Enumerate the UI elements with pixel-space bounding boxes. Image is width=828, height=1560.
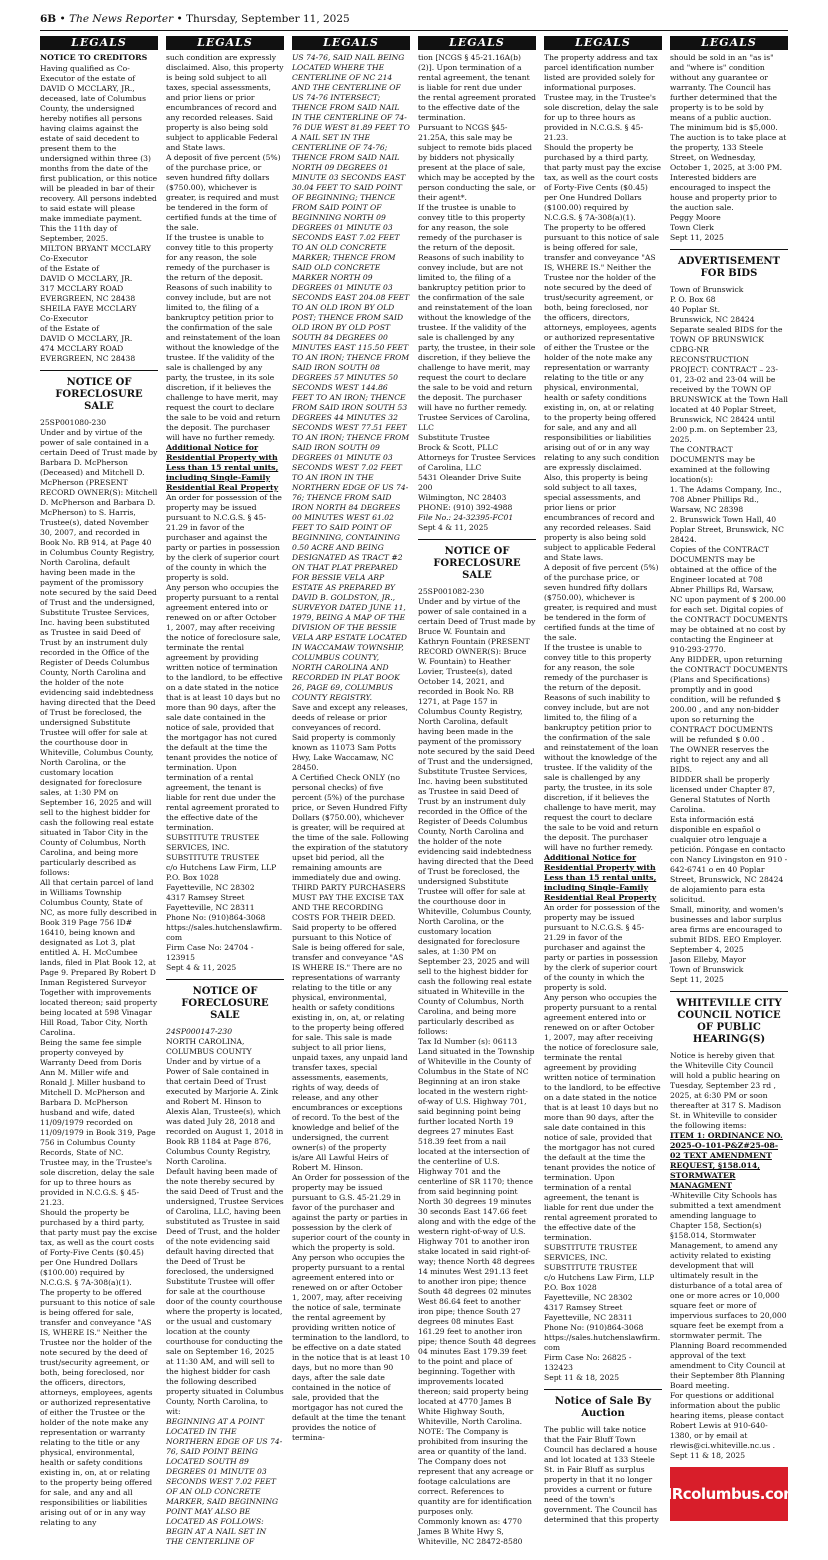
legals-banner: LEGALS [292,36,410,50]
foreclosure-notice-title: NOTICE OF FORECLOSURE SALE [166,979,284,1022]
file-number: File No.: 24-32395-FC01 [418,513,514,522]
nrcolumbus-ad-banner[interactable] [659,1467,799,1521]
legals-banner: LEGALS [418,36,536,50]
bids-notice-title: ADVERTISEMENT FOR BIDS [670,249,788,280]
issue-date: Thursday, September 11, 2025 [186,13,350,25]
foreclosure-notice-body: 25SP001082-230 Under and by virtue of the power of sale contained in a certain Deed of Trust made by Bruce W. Fountain and Kathryn Fountain (PRESENT RECORD OWNER(S): Bruce W. Fountain) to Heather Lovier, Trustee(s), dated October 14, 2021, and recorded in Book No. RB 1271, at Page 157 in Columbus County Registry, North Carolina, default having been made in the payment of the promissory note secured by the said Deed of Trust and the undersigned, Substitute Trustee Services, Inc. having been substituted as Trustee in said Deed of Trust by an instrument duly recorded in the Office of the Register of Deeds Columbus County, North Carolina and the holder of the note evidencing said indebtedness having directed that the Deed of Trust be foreclosed, the undersigned Substitute Trustee will offer for sale at the courthouse door in Whiteville, Columbus County, North Carolina, or the customary location designated for foreclosure sales, at 1:30 PM on September 23, 2025 and will sell to the highest bidder for cash the following real estate situated in Whiteville in the County of Columbus, North Carolina, and being more particularly described as follows: Tax Id Number (s): 06113 Land situated in the Township of Whiteville in the County of Columbus in the State of NC Beginning at an iron stake located in the western right-of-way of U.S. Highway 701, said beginning point being further located North 19 degrees 27 minutes East 518.39 feet from a nail located at the intersection of the centerline of U.S. Highway 701 and the centerline of SR 1170; thence from said beginning point North 30 degrees 19 minutes 30 seconds East 147.66 feet along and with the edge of the western right-of-way of U.S. Highway 701 to another iron stake located in said right-of-way; thence North 48 degrees 14 minutes West 291.13 feet to another iron pipe; thence South 48 degrees 02 minutes West 86.64 feet to another iron pipe; thence South 27 degrees 08 minutes East 161.29 feet to another iron pipe; thence South 48 degrees 04 minutes East 179.39 feet to the point and place of beginning. Together with improvements located thereon; said property being located at 4770 James B White Highway South, Whiteville, North Carolina. NOTE: The Company is prohibited from insuring the area or quantity of the land. The Company does not represent that any acreage or footage calculations are correct. References to quantity are for identification purposes only. Commonly known as: 4770 James B White Hwy S, Whiteville, NC 28472-8580 [418,587,536,1546]
legal-description: BEGINNING AT A POINT LOCATED IN THE NORTHERN EDGE OF US 74-76, SAID POINT BEING LOCATED SOUTH 89 DEGREES 01 MINUTE 03 SECONDS WEST 7.02 FEET OF AN OLD CONCRETE MARKER, SAID BEGINNING POINT MAY ALSO BE LOCATED AS FOLLOWS: BEGIN AT A NAIL SET IN THE CENTERLINE OF [166,1417,283,1546]
additional-notice-heading: Additional Notice for Residential Property with Less than 15 rental units, including Single-Family Residential Real Property [166,443,279,492]
foreclosure-notice-title: NOTICE OF FORECLOSURE SALE [40,370,158,413]
case-number: 24SP000147-230 [166,1027,233,1036]
legals-banner: LEGALS [670,36,788,50]
auction-notice-continued: should be sold in an "as is" and "where is" condition without any guarantee or warranty. The Council has further determined that the property is to be sold by means of a public auction. The minimum bid is $5,000. The auction is to take place at the property, 133 Steele Street, on Wednesday, October 1, 2025, at 3:00 PM. Interested bidders are encouraged to inspect the house and property prior to the auction sale. Peggy Moore Town Clerk Sept 11, 2025 [670,53,787,242]
legals-banner: LEGALS [544,36,662,50]
publication-dates: Sept 4 & 11, 2025 [418,523,489,532]
foreclosure-notice-body: NORTH CAROLINA, COLUMBUS COUNTY Under and by virtue of a Power of Sale contained in that certain Deed of Trust executed by Marjorie A. Zink and Robert M. Hinson to Alexis Alan, Trustee(s), which was dated July 28, 2018 and recorded on August 1, 2018 in Book RB 1184 at Page 876, Columbus County Registry, North Carolina. Default having been made of the note thereby secured by the said Deed of Trust and the undersigned, Trustee Services of Carolina, LLC, having been substituted as Trustee in said Deed of Trust, and the holder of the note evidencing said default having directed that the Deed of Trust be foreclosed, the undersigned Substitute Trustee will offer for sale at the courthouse door of the county courthouse where the property is located, or the usual and customary location at the county courthouse for conducting the sale on September 16, 2025 at 11:30 AM, and will sell to the highest bidder for cash the following described property situated in Columbus County, North Carolina, to wit: [166,1037,284,1416]
public-hearing-item: ITEM 1: ORDINANCE NO. 2025-O-101-P&Z#25-08-02 TEXT AMENDMENT REQUEST, §158.014, STORMWATER MANAGMENT [670,1131,783,1190]
paper-name: The News Reporter [69,13,174,25]
additional-notice-heading: Additional Notice for Residential Property with Less than 15 rental units, including Single-Family Residential Real Property [544,853,657,902]
creditors-notice-title: NOTICE TO CREDITORS [40,53,148,62]
foreclosure-notice-title: NOTICE OF FORECLOSURE SALE [418,539,536,582]
auction-notice-body: The public will take notice that the Fair Bluff Town Council has declared a house and lot located at 133 Steele St. in Fair Bluff as surplus property in that it no longer provides a current or future need of the town's government. The Council has determined that this property [544,1425,659,1524]
legals-column-6 [659,36,799,1556]
legals-column-3 [292,36,410,1556]
legal-description: US 74-76, SAID NAIL BEING LOCATED WHERE THE CENTERLINE OF NC 214 AND THE CENTERLINE OF US 74-76 INTERSECT; THENCE FROM SAID NAIL IN THE CENTERLINE OF 74-76 DUE WEST 81.89 FEET TO A NAIL SET IN THE CENTERLINE OF 74-76; THENCE FROM SAID NAIL NORTH 09 DEGREES 01 MINUTE 03 SECONDS EAST 30.04 FEET TO SAID POINT OF BEGINNING; THENCE FROM SAID POINT OF BEGINNING NORTH 09 DEGREES 01 MINUTE 03 SECONDS EAST 7.02 FEET TO AN OLD CONCRETE MARKER; THENCE FROM SAID OLD CONCRETE MARKER NORTH 09 DEGREES 01 MINUTE 03 SECONDS EAST 204.08 FEET TO AN OLD IRON BY OLD POST; THENCE FROM SAID OLD IRON BY OLD POST SOUTH 84 DEGREES 00 MINUTES EAST 115.50 FEET TO AN IRON; THENCE FROM SAID IRON SOUTH 08 DEGREES 57 MINUTES 50 SECONDS WEST 144.86 FEET TO AN IRON; THENCE FROM SAID IRON SOUTH 53 DEGREES 44 MINUTES 32 SECONDS WEST 77.51 FEET TO AN IRON; THENCE FROM SAID IRON SOUTH 09 DEGREES 01 MINUTE 03 SECONDS WEST 7.02 FEET TO AN IRON IN THE NORTHERN EDGE OF US 74-76; THENCE FROM SAID IRON NORTH 84 DEGREES 00 MINUTES WEST 61.02 FEET TO SAID POINT OF BEGINNING, CONTAINING 0.50 ACRE AND BEING DESIGNATED AS TRACT #2 ON THAT PLAT PREPARED FOR BESSIE VELA ARP ESTATE AS PREPARED BY DAVID B. GOLDSTON, JR., SURVEYOR DATED JUNE 11, 1979, BEING A MAP OF THE DIVISION OF THE BESSIE VELA ARP ESTATE LOCATED IN WACCAMAW TOWNSHIP, COLUMBUS COUNTY, NORTH CAROLINA AND RECORDED IN PLAT BOOK 26, PAGE 69, COLUMBUS COUNTY REGISTRY. [292,53,410,702]
legals-column-2 [166,36,284,1556]
header-bullet: • [176,13,187,25]
legals-banner: LEGALS [40,36,158,50]
legals-banner: LEGALS [166,36,284,50]
notice-text: Save and except any releases, deeds of release or prior conveyances of record. Said property is commonly known as 11073 Sam Potts Hwy, Lake Waccamaw, NC 28450. A Certified Check ONLY (no personal checks) of five percent (5%) of the purchase price, or Seven Hundred Fifty Dollars ($750.00), whichever is greater, will be required at the time of the sale. Following the expiration of the statutory upset bid period, all the remaining amounts are immediately due and owing. THIRD PARTY PURCHASERS MUST PAY THE EXCISE TAX AND THE RECORDING COSTS FOR THEIR DEED. Said property to be offered pursuant to this Notice of Sale is being offered for sale, transfer and conveyance "AS IS WHERE IS." There are no representations of warranty relating to the title or any physical, environmental, health or safety conditions existing in, on, at, or relating to the property being offered for sale. This sale is made subject to all prior liens, unpaid taxes, any unpaid land transfer taxes, special assessments, easements, rights of way, deeds of release, and any other encumbrances or exceptions of record. To the best of the knowledge and belief of the undersigned, the current owner(s) of the property is/are All Lawful Heirs of Robert M. Hinson. An Order for possession of the property may be issued pursuant to G.S. 45-21.29 in favor of the purchaser and against the party or parties in possession by the clerk of superior court of the county in which the property is sold. Any person who occupies the property pursuant to a rental agreement entered into or renewed on or after October 1, 2007, may, after receiving the notice of sale, terminate the rental agreement by providing written notice of termination to the landlord, to be effective on a date stated in the notice that is at least 10 days, but no more than 90 days, after the sale date contained in the notice of sale, provided that the mortgagor has not cured the default at the time the tenant provides the notice of termina- [292,703,410,1442]
foreclosure-notice-body: 25SP001080-230 Under and by virtue of the power of sale contained in a certain Deed of Trust made by Barbara D. McPherson (Deceased) and Mitchell D. McPherson (PRESENT RECORD OWNER(S): Mitchell D. McPherson and Barbara D. McPherson) to S. Harris, Trustee(s), dated November 30, 2007, and recorded in Book No. RB 914, at Page 40 in Columbus County Registry, North Carolina, default having been made in the payment of the promissory note secured by the said Deed of Trust and the undersigned, Substitute Trustee Services, Inc. having been substituted as Trustee in said Deed of Trust by an instrument duly recorded in the Office of the Register of Deeds Columbus County, North Carolina and the holder of the note evidencing said indebtedness having directed that the Deed of Trust be foreclosed, the undersigned Substitute Trustee will offer for sale at the courthouse door in Whiteville, Columbus County, North Carolina, or the customary location designated for foreclosure sales, at 1:30 PM on September 16, 2025 and will sell to the highest bidder for cash the following real estate situated in Tabor City in the County of Columbus, North Carolina, and being more particularly described as follows: All that certain parcel of land in Williams Township Columbus County, State of NC, as more fully described in Book 319 Page 756 ID# 16410, being known and designated as Lot 3, plat entitled A. H. McCumbee lands, filed in Plat Book 12, at Page 9. Prepared By Robert D Inman Registered Surveyor Together with improvements located thereon; said property being located at 598 Vinagar Hill Road, Tabor City, North Carolina. Being the same fee simple property conveyed by Warranty Deed from Doris Ann M. Miller wife and Ronald J. Miller husband to Mitchell D. McPherson and Barbara D. McPherson husband and wife, dated 11/09/1979 recorded on 11/09/1979 in Book 319, Page 756 in Columbus County Records, State of NC. Trustee may, in the Trustee's sole discretion, delay the sale for up to three hours as provided in N.C.G.S. § 45-21.23. Should the property be purchased by a third party, that party must pay the excise tax, as well as the court costs of Forty-Five Cents ($0.45) per One Hundred Dollars ($100.00) required by N.C.G.S. § 7A-308(a)(1). The property to be offered pursuant to this notice of sale is being offered for sale, transfer and conveyance "AS IS, WHERE IS." Neither the Trustee nor the holder of the note secured by the deed of trust/security agreement, or both, being foreclosed, nor the officers, directors, attorneys, employees, agents or authorized representative of either the Trustee or the holder of the note make any representation or warranty relating to the title or any physical, environmental, health or safety conditions existing in, on, at or relating to the property being offered for sale, and any and all responsibilities or liabilities arising out of or in any way relating to any [40,418,158,1527]
bids-notice-body: Town of Brunswick P. O. Box 68 40 Poplar St. Brunswick, NC 28424 Separate sealed BIDS for the TOWN OF BRUNSWICK CDBG-NR RECONSTRUCTION PROJECT: CONTRACT – 23-01, 23-02 and 23-04 will be received by the TOWN OF BRUNSWICK at the Town Hall located at 40 Poplar Street, Brunswick, NC 28424 until 2:00 p.m. on September 23, 2025. The CONTRACT DOCUMENTS may be examined at the following location(s): 1. The Adams Company, Inc., 708 Abner Phillips Rd., Warsaw, NC 28398 2. Brunswick Town Hall, 40 Poplar Street, Brunswick, NC 28424. Copies of the CONTRACT DOCUMENTS may be obtained at the office of the Engineer located at 708 Abner Phillips Rd, Warsaw, NC upon payment of $ 200.00 for each set. Digital copies of the CONTRACT DOCUMENTS may be obtained at no cost by contacting the Engineer at 910-293-2770. Any BIDDER, upon returning the CONTRACT DOCUMENTS (Plans and Specifications) promptly and in good condition, will be refunded $ 200.00 , and any non-bidder upon so returning the CONTRACT DOCUMENTS will be refunded $ 0.00 . The OWNER reserves the right to reject any and all BIDS. BIDDER shall be properly licensed under Chapter 87, General Statutes of North Carolina. Esta información está disponible en español o cualquier otro lenguaje a petición. Póngase en contacto con Nancy Livingston en 910 - 642-6741 o en 40 Poplar Street, Brunswick, NC 28424 de alojamiento para esta solicitud. Small, minority, and women's businesses and labor surplus area firms are encouraged to submit BIDS. EEO Employer. September 4, 2025 Jason Elleby, Mayor Town of Brunswick Sept 11, 2025 [670,285,788,984]
notice-continued-text: such condition are expressly disclaimed. Also, this property is being sold subject to all taxes, special assessments, and prior liens or prior encumbrances of record and any recorded releases. Said property is also being sold subject to applicable Federal and State laws. A deposit of five percent (5%) of the purchase price, or seven hundred fifty dollars ($750.00), whichever is greater, is required and must be tendered in the form of certified funds at the time of the sale. If the trustee is unable to convey title to this property for any reason, the sole remedy of the purchaser is the return of the deposit. Reasons of such inability to convey include, but are not limited to, the filing of a bankruptcy petition prior to the confirmation of the sale and reinstatement of the loan without the knowledge of the trustee. If the validity of the sale is challenged by any party, the trustee, in its sole discretion, if it believes the challenge to have merit, may request the court to declare the sale to be void and return the deposit. The purchaser will have no further remedy. [166,53,284,442]
legals-column-5 [544,36,662,1556]
header-bullet: • [59,13,70,25]
ad-text: NRcolumbus.com [659,1485,799,1503]
public-hearing-details: -Whiteville City Schools has submitted a text amendment amending language to Chapter 158, Section(s) §158.014, Stormwater Management, to amend any activity related to existing development that will ultimately result in the disturbance of a total area of one or more acres or 10,000 square feet or more of impervious surfaces to 20,000 square feet be exempt from a stormwater permit. The Planning Board recommended approval of the text amendment to City Council at their September 8th Planning Board meeting. For questions or additional information about the public hearing items, please contact Robert Lewis at 910-640-1380, or by email at rlewis@ci.whiteville.nc.us . Sept 11 & 18, 2025 [670,1191,787,1460]
notice-text: An order for possession of the property may be issued pursuant to N.C.G.S. § 45-21.29 in favor of the purchaser and against the party or parties in possession by the clerk of superior court of the county in which the property is sold. Any person who occupies the property pursuant to a rental agreement entered into or renewed on or after October 1, 2007, may after receiving the notice of foreclosure sale, terminate the rental agreement by providing written notice of termination to the landlord, to be effective on a date stated in the notice that is at least 10 days but no more than 90 days, after the sale date contained in the notice of sale, provided that the mortgagor has not cured the default at the time the tenant provides the notice of termination. Upon termination of a rental agreement, the tenant is liable for rent due under the rental agreement prorated to the effective date of the termination. SUBSTITUTE TRUSTEE SERVICES, INC. SUBSTITUTE TRUSTEE c/o Hutchens Law Firm, LLP P.O. Box 1028 Fayetteville, NC 28302 4317 Ramsey Street Fayetteville, NC 28311 Phone No: (910)864-3068 https://sales.hutchenslawfirm.com Firm Case No: 24704 - 123915 Sept 4 & 11, 2025 [166,493,283,972]
public-hearing-title: WHITEVILLE CITY COUNCIL NOTICE OF PUBLIC HEARING(S) [670,991,788,1046]
page-number: 6B [40,13,57,25]
public-hearing-body: Notice is hereby given that the Whiteville City Council will hold a public hearing on Tuesday, September 23 rd , 2025, at 6:30 PM or soon thereafter at 317 S. Madison St. in Whiteville to consider the following items: [670,1051,782,1130]
notice-continued-text: The property address and tax parcel identification number listed are provided solely for informational purposes. Trustee may, in the Trustee's sole discretion, delay the sale for up to three hours as provided in N.C.G.S. § 45-21.23. Should the property be purchased by a third party, that party must pay the excise tax, as well as the court costs of Forty-Five Cents ($0.45) per One Hundred Dollars ($100.00) required by N.C.G.S. § 7A-308(a)(1). The property to be offered pursuant to this notice of sale is being offered for sale, transfer and conveyance "AS IS, WHERE IS." Neither the Trustee nor the holder of the note secured by the deed of trust/security agreement, or both, being foreclosed, nor the officers, directors, attorneys, employees, agents or authorized representative of either the Trustee or the holder of the note make any representation or warranty relating to the title or any physical, environmental, health or safety conditions existing in, on, at or relating to the property being offered for sale, and any and all responsibilities or liabilities arising out of or in any way relating to any such condition are expressly disclaimed. Also, this property is being sold subject to all taxes, special assessments, and prior liens or prior encumbrances of record and any recorded releases. Said property is also being sold subject to applicable Federal and State laws. A deposit of five percent (5%) of the purchase price, or seven hundred fifty dollars ($750.00), whichever is greater, is required and must be tendered in the form of certified funds at the time of the sale. If the trustee is unable to convey title to this property for any reason, the sole remedy of the purchaser is the return of the deposit. Reasons of such inability to convey include, but are not limited to, the filing of a bankruptcy petition prior to the confirmation of the sale and reinstatement of the loan without the knowledge of the trustee. If the validity of the sale is challenged by any party, the trustee, in its sole discretion, if it believes the challenge to have merit, may request the court to declare the sale to be void and return the deposit. The purchaser will have no further remedy. [544,53,661,852]
notice-continued-text: tion [NCGS § 45-21.16A(b)(2)]. Upon termination of a rental agreement, the tenant is liable for rent due under the rental agreement prorated to the effective date of the termination. Pursuant to NCGS §45-21.25A, this sale may be subject to remote bids placed by bidders not physically present at the place of sale, which may be accepted by the person conducting the sale, or their agent*. If the trustee is unable to convey title to this property for any reason, the sole remedy of the purchaser is the return of the deposit. Reasons of such inability to convey include, but are not limited to, the filing of a bankruptcy petition prior to the confirmation of the sale and reinstatement of the loan without the knowledge of the trustee. If the validity of the sale is challenged by any party, the trustee, in their sole discretion, if they believe the challenge to have merit, may request the court to declare the sale to be void and return the deposit. The purchaser will have no further remedy. Trustee Services of Carolina, LLC Substitute Trustee Brock & Scott, PLLC Attorneys for Trustee Services of Carolina, LLC 5431 Oleander Drive Suite 200 Wilmington, NC 28403 PHONE: (910) 392-4988 [418,53,536,512]
page-header [40,8,788,31]
creditors-notice-body: Having qualified as Co-Executor of the estate of DAVID O MCCLARY, JR., deceased, late of Columbus County, the undersigned hereby notifies all persons having claims against the estate of said decedent to present them to the undersigned within three (3) months from the date of the first publication, or this notice will be pleaded in bar of their recovery. All persons indebted to said estate will please make immediate payment. This the 11th day of September, 2025. MILTON BRYANT MCCLARY Co-Executor of the Estate of DAVID O MCCLARY, JR. 317 MCCLARY ROAD EVERGREEN, NC 28438 SHEILA FAYE MCCLARY Co-Executor of the Estate of DAVID O MCCLARY, JR. 474 MCCLARY ROAD EVERGREEN, NC 28438 [40,64,158,363]
legals-column-1 [40,36,158,1556]
legals-column-4 [418,36,536,1556]
notice-text: An order for possession of the property may be issued pursuant to N.C.G.S. § 45-21.29 in favor of the purchaser and against the party or parties in possession by the clerk of superior court of the county in which the property is sold. Any person who occupies the property pursuant to a rental agreement entered into or renewed on or after October 1, 2007, may after receiving the notice of foreclosure sale, terminate the rental agreement by providing written notice of termination to the landlord, to be effective on a date stated in the notice that is at least 10 days but no more than 90 days, after the sale date contained in this notice of sale, provided that the mortgagor has not cured the default at the time the tenant provides the notice of termination. Upon termination of a rental agreement, the tenant is liable for rent due under the rental agreement prorated to the effective date of the termination. SUBSTITUTE TRUSTEE SERVICES, INC. SUBSTITUTE TRUSTEE c/o Hutchens Law Firm, LLP P.O. Box 1028 Fayetteville, NC 28302 4317 Ramsey Street Fayetteville, NC 28311 Phone No: (910)864-3068 https://sales.hutchenslawfirm.com Firm Case No: 26825 - 132423 Sept 11 & 18, 2025 [544,903,661,1382]
auction-notice-title: Notice of Sale By Auction [544,1389,662,1420]
